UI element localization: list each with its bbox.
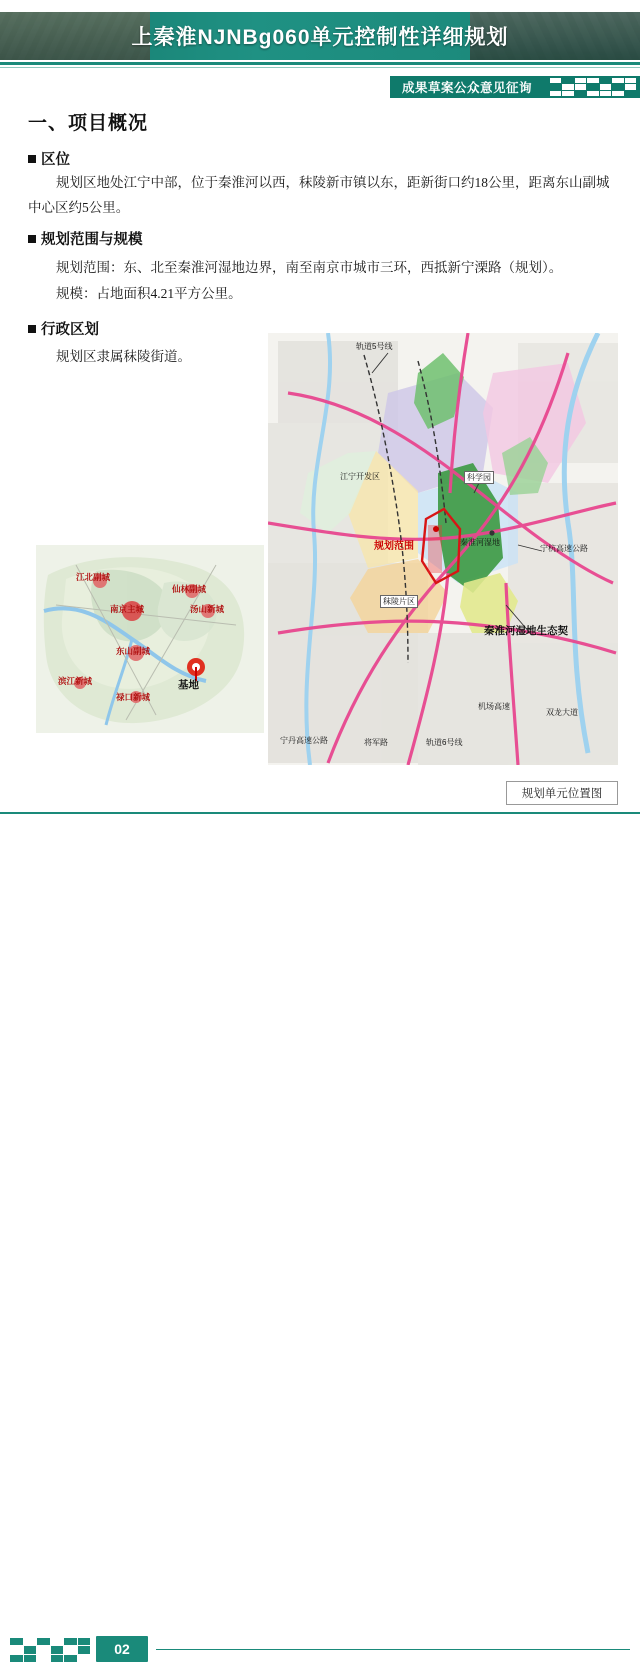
map-label-rail6: 轨道6号线 <box>426 738 463 747</box>
footer-divider <box>0 812 640 814</box>
inset-label-jiangbei: 江北副城 <box>76 572 111 582</box>
regional-context-map <box>36 545 264 733</box>
map-label-wetland-eco: 秦淮河湿地生态契 <box>484 625 568 637</box>
map-label-moling-district: 秣陵片区 <box>380 595 418 608</box>
inset-label-dongshan: 东山副城 <box>116 646 151 656</box>
subheading-location <box>28 148 70 169</box>
map-label-jiangning-dev: 江宁开发区 <box>340 472 380 481</box>
inset-label-xianlin: 仙林副城 <box>172 584 207 594</box>
subbanner <box>390 76 640 98</box>
page-title: 上秦淮NJNBg060单元控制性详细规划 <box>131 26 509 49</box>
subbanner-label: 成果草案公众意见征询 <box>402 81 533 95</box>
map-label-jiangjun-road: 将军路 <box>364 738 388 747</box>
map-left-graphic <box>36 545 264 733</box>
header-banner <box>0 12 640 60</box>
bullet-square-icon <box>28 235 36 243</box>
footer <box>0 818 640 1657</box>
inset-label-nanjing-main: 南京主城 <box>110 604 145 614</box>
checker-pattern-top <box>550 78 636 96</box>
map-label-shuanglong-avenue: 双龙大道 <box>546 708 578 717</box>
paragraph-administrative: 规划区隶属秣陵街道。 <box>56 349 191 364</box>
subheading-administrative <box>28 318 99 339</box>
bullet-square-icon <box>28 325 36 333</box>
map-label-planning-scope: 规划范围 <box>374 541 414 552</box>
paragraph-scope: 规划范围：东、北至秦淮河湿地边界，南至南京市城市三环，西抵新宁溧路（规划）。 <box>56 260 563 275</box>
inset-label-binjiang: 滨江新城 <box>58 676 93 686</box>
map-label-ninghang-expressway: 宁杭高速公路 <box>540 544 588 553</box>
map-label-ningdan-expressway: 宁丹高速公路 <box>280 736 328 745</box>
subheading-label: 行政区划 <box>41 322 99 338</box>
figure-caption-label: 规划单元位置图 <box>521 788 603 800</box>
map-label-science-park: 科学园 <box>464 471 494 484</box>
section-title: 一、项目概况 <box>28 113 149 134</box>
map-label-rail5: 轨道5号线 <box>356 342 393 351</box>
planning-location-map <box>268 333 618 765</box>
paragraph-location: 规划区地处江宁中部，位于秦淮河以西，秣陵新市镇以东，距新街口约18公里，距离东山副城中心区约5公里。 <box>28 175 610 215</box>
page-number: 02 <box>96 1636 148 1662</box>
inset-label-base: 基地 <box>178 679 199 691</box>
header-divider-thin <box>0 67 640 68</box>
footer-line <box>156 1649 630 1650</box>
figure-caption <box>506 781 618 805</box>
checker-pattern-bottom <box>10 1638 90 1662</box>
header-divider <box>0 62 640 65</box>
map-label-airport-expressway: 机场高速 <box>478 702 510 711</box>
inset-label-lukou: 禄口新城 <box>116 692 151 702</box>
subheading-label: 规划范围与规模 <box>41 232 143 248</box>
inset-label-tangshan: 汤山新城 <box>190 604 225 614</box>
subheading-scope <box>28 228 143 249</box>
paragraph-scale: 规模：占地面积4.21平方公里。 <box>56 286 242 301</box>
bullet-square-icon <box>28 155 36 163</box>
map-label-qinhuai-wetland: 秦淮河湿地 <box>460 538 500 547</box>
subheading-label: 区位 <box>41 152 70 168</box>
